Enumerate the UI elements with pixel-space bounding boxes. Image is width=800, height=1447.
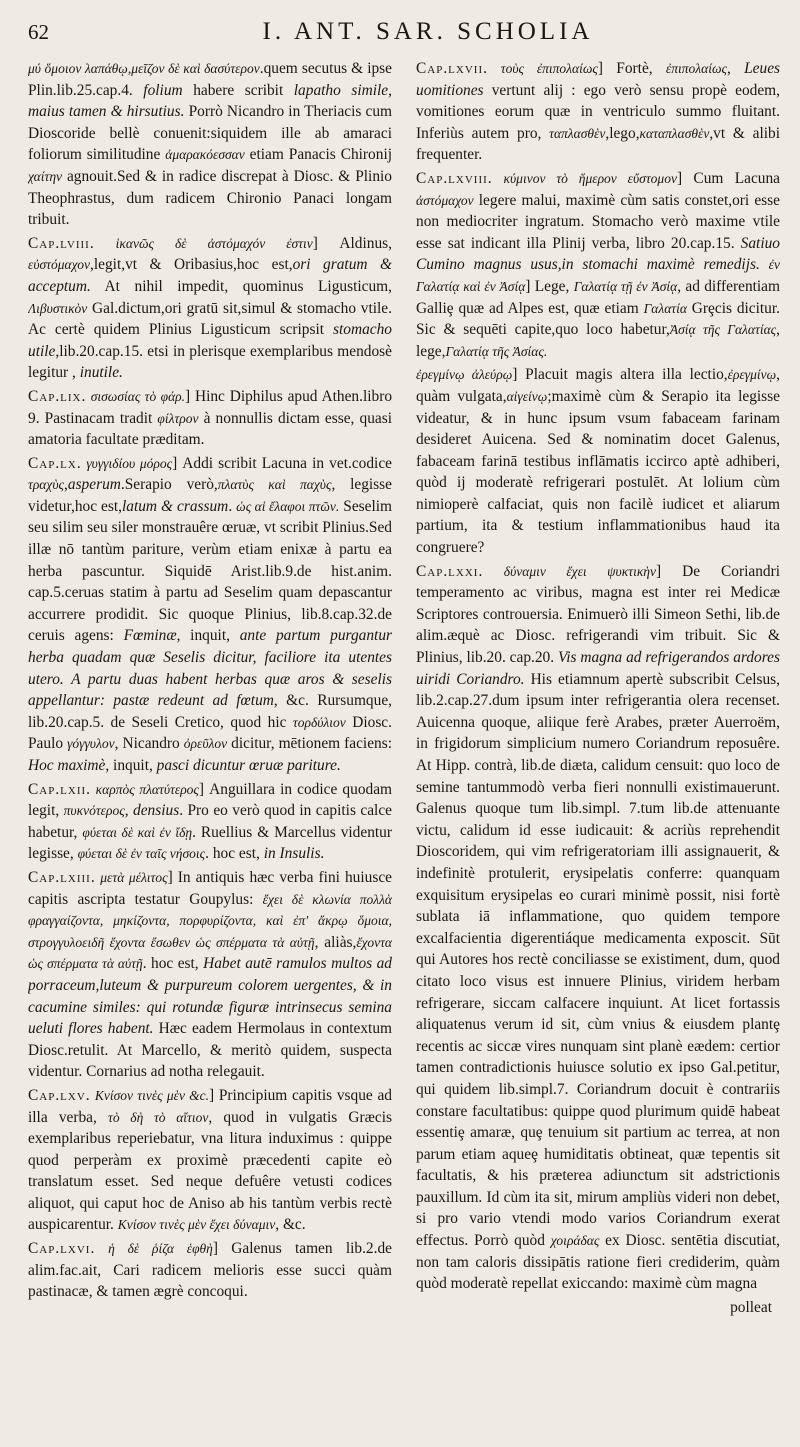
paragraph [28, 58, 392, 231]
text-run: ] De Coriandri temperamento ac viribus, magna est inter rei Medicæ Scriptores controuersia. Enimuerò illi Simeon Sethi, lib.de alim.æquè ac Diosc. refrigerandi vim tribuit. Sic & Plinius, lib.20. cap.20. [416, 562, 780, 667]
paragraph [416, 364, 780, 558]
text-run: , quod in vulgatis Græcis exemplaribus reperiebatur, vna litura induximus : quippe quod perperàm ex proximè præcedenti capite eò translatum esset. Sed neque defuêre vetusti codices aliquot, qui caput hoc de Aniso ab his tantùm verbis rectè auspicarentur. [28, 1108, 392, 1234]
greek-lemma: τορδύλιον [292, 714, 346, 730]
greek-lemma: αἰγείνῳ [506, 388, 548, 404]
italic-quotation: pasci dicuntur œruæ pariture. [156, 757, 341, 774]
text-run: , [726, 60, 745, 77]
paragraph [28, 1085, 392, 1236]
chapter-marker: Cap.lxii. [28, 780, 92, 798]
chapter-marker: Cap.lxiii. [28, 868, 96, 886]
chapter-marker: Cap.lxv. [28, 1086, 91, 1104]
paragraph [416, 561, 780, 1295]
page-number: 62 [28, 20, 49, 44]
text-run: agnouit.Sed & in radice discrepat à Diosc. & Plinio Theophrastus, dum radicem Chironio Panaci longam tribuit. [28, 167, 392, 229]
chapter-marker: Cap.lx. [28, 454, 82, 472]
text-run: à nonnullis dictam esse, quasi amatoria facultate præditam. [28, 409, 392, 449]
greek-lemma: γόγγυλον [67, 736, 115, 752]
text-run: , [64, 476, 68, 494]
running-title: I. ANT. SAR. SCHOLIA [262, 18, 594, 45]
text-run: ] Fortè, [597, 60, 666, 77]
greek-lemma: δύναμιν ἔχει ψυκτικὴν [483, 563, 656, 579]
greek-lemma: ἡ δὲ ῥίζα ἑφθὴ [95, 1241, 213, 1257]
greek-lemma: εὐστόμαχον [28, 257, 91, 273]
text-run: . Pro eo verò quod in capitis calce habetur, [28, 802, 392, 841]
text-run: Diosc. Paulo [28, 713, 392, 753]
italic-quotation: Vis magna ad refrigerandos ardores uiridi Coriandro. [416, 649, 780, 688]
paragraph [28, 1238, 392, 1303]
catchword: polleat [730, 1298, 772, 1316]
greek-lemma: φύεται δὲ ἐν ταῖς νήσοις [77, 846, 206, 862]
paragraph [28, 867, 392, 1083]
chapter-marker: Cap.lviii. [28, 234, 95, 252]
text-run: , quàm vulgata, [416, 366, 780, 405]
text-run [760, 256, 769, 273]
text-run: , aliàs, [314, 933, 357, 951]
greek-lemma: ὡς αἱ ἔλαφοι πτῶν. [236, 498, 340, 514]
text-run: , &c. Rursumque, lib.20.cap.5. de Seseli Cretico, quod hic [28, 692, 392, 731]
text-run: His etiamnum apertè subscribit Celsus, lib.2.cap.27.dum ipsum inter refrigerantia olera recenset. Auicenna quoque, aliique ferè Arabes, præter Auerroëm, in frigidorum simplicium numero Coriandrum reposuêre. At Hipp. contrà, lib.de diæta, calidum censuit: quo loco de semine tantummodò verba fieri nonnulli existimauerunt. Galenus quoque tum lib.simpl. 7.tum lib.de attenuante victu, calidum id esse iudicauit: & acriùs reprehendit Dioscoridem, qui vim refrigeratoriam illi assignauerit, & indefinitè protulerit, erysipelatis conferre: quanquam exquisitum erysipelas eo curari minimè possit, nisi fortè sublata iā inflammatione, quo quidem tempore excalfacientia digerentiáque medicamenta exposcit. Sūt qui Autores hos rectè conciliasse se existiment, dum, quod citato loco visus est innuere Plinius, viridem herbam refrigerare, siccam calfacere inquiunt. At licet fortassis aliquatenus verum id sit, cùm vnius & eiusdem plantȩ recentis ac siccæ vires nunquam sint planè eædem: certior tamen contradictionis huiusce solutio ex ipso Gal.petitur, qui quidem lib.simpl.7. Coriandrum docuit è contrariis constare facultatibus: quippe quod plurimum quidē habeat essentiȩ amaræ, quȩ tenuium sit partium ac terrea, at non parum etiam aqueȩ humiditatis obtineat, quæ tepentis sit facultatis, & his præterea adiunctum sit adstrictionis pauxillum. Id cùm ita sit, mirum ampliùs videri non debet, si pro vario vtendi modo varios Coriandrum exerat effectus. Porrò quòd [416, 670, 780, 1250]
text-run: dicitur, mētionem faciens: [227, 735, 392, 753]
text-run: ;maximè cùm & Serapio ita legisse videatur, & in hunc ipsum vsum fabaceam farinam desideret Auicena. Sed & nominatim docet Galenus, fabaceam farinā testibus inflāmatis iccirco aptè adhiberi, quòd ij moderatè refrigerari postulēt. At lolium cùm nimioperè calfaciat, quis non facilè iudicet et aliarum partium, ita & testium inflammationibus haud ita congruere? [416, 387, 780, 557]
greek-lemma: ἐρεγμίνῳ ἀλεύρῳ [416, 367, 513, 383]
text-run: ,legit,vt & Oribasius,hoc est, [90, 256, 293, 274]
greek-lemma: ἐπιπολαίως [665, 61, 727, 76]
left-column [28, 58, 392, 1438]
text-run: ,lib.20.cap.15. etsi in plerisque exemplaribus mendosè legitur , [28, 342, 392, 382]
text-run: ] Hinc Diphilus apud Athen.libro 9. Pastinacam tradit [28, 387, 392, 427]
right-column [416, 58, 780, 1438]
text-run: ] Galenus tamen lib.2.de alim.fac.ait, Cari radicem melioris esse succi quàm pastinacæ, & tamen ægrè concoqui. [28, 1240, 392, 1301]
italic-quotation: latum & crassum [121, 497, 229, 515]
greek-lemma: Γαλατίᾳ τῇ ἐν Ἀσίᾳ [573, 278, 678, 294]
text-run: ,lego, [605, 124, 640, 142]
greek-lemma: τραχὺς [28, 477, 65, 493]
paragraph [28, 779, 392, 865]
greek-lemma: Ἀσίᾳ τῆς Γαλατίας [669, 322, 777, 338]
text-run: Hæc eadem Hermolaus in contextum Diosc.retulit. At Marcello, & meritò quidem, suspecta videntur. Cornarius ad notha relegauit. [28, 1020, 392, 1081]
text-run: , Nicandro [114, 735, 184, 753]
text-run: , inquit, [176, 627, 240, 645]
running-head [28, 18, 780, 58]
paragraph [28, 386, 392, 451]
greek-lemma: ἐν Γαλατίᾳ καὶ ἐν Ἀσίᾳ [416, 257, 780, 294]
text-run: ] Lege, [525, 277, 574, 295]
greek-lemma: ἀμαρακόεσσαν [165, 147, 245, 163]
greek-lemma: καταπλασθὲν [639, 125, 710, 141]
text-run: ] Placuit magis altera illa lectio, [512, 366, 728, 384]
text-run: , &c. [275, 1216, 306, 1234]
greek-lemma: μύ ὅμοιον λαπάθῳ,μεῖζον δὲ καὶ δασύτερον [28, 61, 260, 76]
italic-quotation: ante partum purgantur herba quadam quæ Seselis dicitur, faciliore ita utentes utero. A partu duas habent herbas quæ aros & seselis appellantur: pastæ redeunt ad fœtum [28, 627, 392, 710]
italic-quotation: asperum [67, 476, 121, 494]
text-run: . hoc est, [205, 845, 264, 863]
paragraph [28, 453, 392, 777]
greek-lemma: κύμινον τὸ ἥμερον εὔστομον [492, 170, 677, 186]
greek-lemma: Γαλατίᾳ τῆς Ἀσίας. [445, 343, 548, 359]
greek-lemma: γυγγιδίου μόρος [81, 455, 173, 471]
text-run: . Ruellius & Marcellus videntur legisse, [28, 823, 392, 863]
text-run: Grȩcis dicitur. Sic & sequēti capite,quo loco habetur, [416, 299, 780, 339]
greek-lemma: ἔχοντα ὡς σπέρματα τὰ αὐτῇ [28, 934, 392, 972]
text-run: , [124, 802, 134, 820]
text-run: vertunt alij : ego verò sensu propè eodem, vomitiones eorum quæ in ventriculo summo fluitant. Inferiùs autem pro, [416, 81, 780, 142]
greek-lemma: Κνίσον τινὲς μὲν &c. [90, 1087, 210, 1103]
greek-lemma: Κνίσον τινὲς μὲν ἔχει δύναμιν [117, 1217, 276, 1233]
greek-lemma: φύεται δὲ καὶ ἐν ἴδῃ [82, 824, 193, 840]
text-run: Gal.dictum,ori gratū sit,simul & stomacho vtile. Ac certè quidem Plinius Ligusticum scripsit [28, 299, 392, 339]
text-run: Porrò Nicandro in Theriacis cum Dioscoride bellè conuenit:siquidem ille ab amaraci foliorum similitudine [28, 103, 392, 164]
text-run: . hoc est, [142, 955, 204, 973]
text-run: ] Aldinus, [312, 234, 392, 252]
chapter-marker: Cap.lxvi. [28, 1240, 96, 1258]
greek-lemma: πυκνότερος [63, 803, 125, 819]
italic-quotation: Satiuo Cumino magnus usus,in stomachi maximè remedijs. [416, 234, 780, 274]
text-run: habere scribit [182, 81, 294, 99]
greek-lemma: τοὺς ἐπιπολαίως [487, 61, 598, 76]
text-run: , legisse videtur,hoc est, [28, 476, 392, 515]
text-run: ] In antiquis hæc verba fini huiusce capitis ascripta testatur Goupylus: [28, 868, 392, 908]
paragraph [416, 168, 780, 362]
italic-quotation: Hoc maximè [28, 757, 106, 774]
greek-lemma: Γαλατία [643, 300, 687, 316]
text-run: At nihil impedit, quominus Ligusticum, [90, 277, 392, 295]
text-run: . [228, 497, 237, 515]
text-run: ] Addi scribit Lacuna in vet.codice [172, 454, 392, 472]
greek-lemma: ἱκανῶς δὲ ἀστόμαχόν ἐστιν [94, 235, 313, 251]
text-run: ] Cum Lacuna [676, 169, 780, 187]
greek-lemma: τὸ δὴ τὸ αἴτιον [108, 1109, 209, 1125]
chapter-marker: Cap.lxviii. [416, 169, 493, 187]
text-run: .Serapio verò, [120, 476, 218, 494]
italic-quotation: ori gratum & acceptum. [28, 256, 392, 295]
text-run: ] Anguillara in codice quodam legit, [28, 780, 392, 820]
chapter-marker: Cap.lxxi. [416, 562, 484, 580]
greek-lemma: σισωσίας τὸ φάρ. [86, 388, 186, 404]
greek-lemma: ἔχει δὲ κλωνία πολλὰ φραγγαίζοντα, μηκίζοντα, πορφυρίζοντα, καὶ ἐπ' ἄκρῳ ὅμοια, στρογγυλοειδῆ ἔχοντα ἔσωθεν ὡς σπέρματα τὰ αὐτῇ [28, 891, 392, 950]
italic-quotation: Leues uomitiones [416, 60, 780, 99]
paragraph [416, 58, 780, 166]
paragraph [28, 233, 392, 384]
greek-lemma: ὀρεῦλον [183, 736, 228, 752]
text-run: ] Principium capitis vsque ad illa verba, [28, 1086, 392, 1126]
greek-lemma: ταπλασθὲν [549, 125, 606, 141]
italic-quotation: inutile. [79, 364, 123, 382]
text-run: , inquit, [105, 757, 157, 774]
italic-quotation: Fœminæ [123, 627, 177, 645]
text-run: Seselim seu silim seu siler monstrauêre œruæ, vt scribit Plinius.Sed illæ nō tantùm pariture, verùm etiam enixæ à partu ea herba pascuntur. Siquidē Arist.lib.9.de hist.anim. cap.5.ceruas statim à partu ad Seselim quam depascantur accurrere prodidit. Sic quoque Plinius, lib.8.cap.32.de ceruis agens: [28, 497, 392, 645]
greek-lemma: πλατὺς καὶ παχὺς [217, 477, 332, 493]
italic-quotation: Habet autē ramulos multos ad porraceum,luteum & purpureum colorem uergentes, & in cacumine similes: qui rotundæ figuræ intrinsecus semina ueluti flores habent. [28, 955, 392, 1038]
greek-lemma: φίλτρον [157, 410, 199, 426]
text-run: legere malui, maximè cùm satis constet,ori esse non mediocriter ingratum. Stomacho verò maxime vtile esse sat indicant illa Plinij verba, libro 20.cap.15. [416, 191, 780, 252]
chapter-marker: Cap.lix. [28, 387, 87, 405]
greek-lemma: μετὰ μέλιτος [95, 869, 168, 885]
italic-quotation: in Insulis. [263, 845, 325, 863]
greek-lemma: ἀστόμαχον [416, 192, 474, 208]
italic-quotation: stomacho utile [28, 321, 392, 360]
text-run: , lege, [416, 321, 780, 360]
italic-quotation: densius [133, 802, 180, 820]
text-run: etiam Panacis Chironij [244, 146, 392, 164]
greek-lemma: χαίτην [28, 168, 63, 184]
greek-lemma: χοιράδας [550, 1233, 600, 1249]
text-run: .quem secutus & ipse Plin.lib.25.cap.4. [28, 60, 392, 99]
italic-quotation: lapatho simile, maius tamen & hirsutius. [28, 81, 392, 121]
chapter-marker: Cap.lxvii. [416, 60, 488, 77]
text-run: , ad differentiam Galliȩ quæ ad Alpes est, quæ etiam [416, 277, 780, 317]
text-run: ex Diosc. sentētia discutiat, non tam caloris dissipātis ratione fieri crediderim, quàm quòd moderatè repellat exiccando: maximè cùm magna [416, 1232, 780, 1293]
greek-lemma: Λιβυστικὸν [28, 300, 88, 316]
greek-lemma: ἐρεγμίνῳ [727, 367, 777, 383]
text-columns [28, 58, 780, 1438]
italic-quotation: folium [143, 81, 183, 99]
text-run: ,vt & alibi frequenter. [416, 124, 780, 164]
greek-lemma: καρπὸς πλατύτερος [91, 781, 199, 797]
